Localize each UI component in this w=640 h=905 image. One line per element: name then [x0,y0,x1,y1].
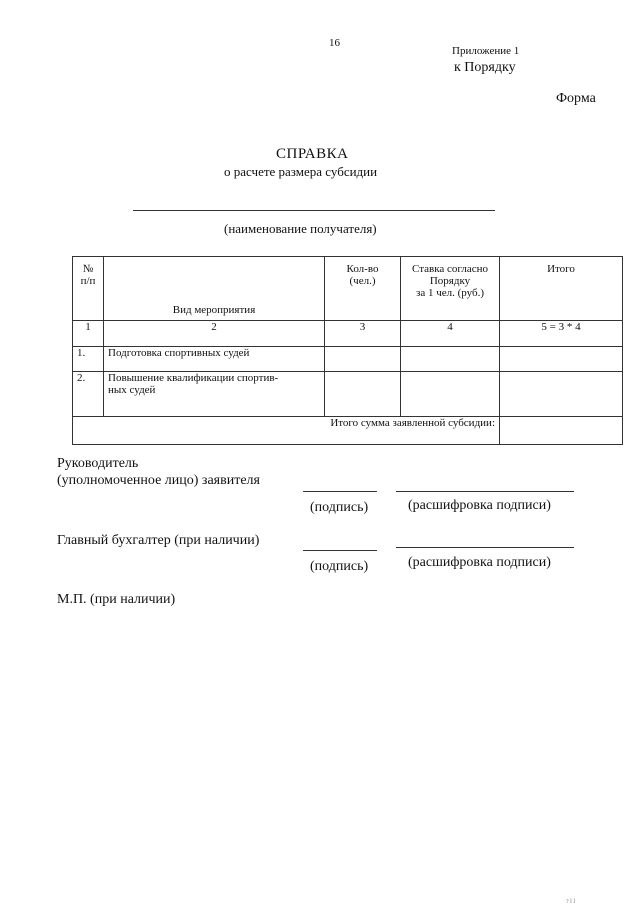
total-label: Итого сумма заявленной субсидии: [73,417,500,445]
row-count-cell [325,372,401,417]
appendix-line2: к Порядку [454,60,516,75]
header-activity: Вид мероприятия [104,257,325,321]
head-label-line2: (уполномоченное лицо) заявителя [57,473,260,488]
col-number: 2 [104,321,325,347]
form-label: Форма [556,91,596,106]
header-rate-line2: Порядку [429,275,471,287]
header-rate-line3: за 1 чел. (руб.) [415,287,484,299]
head-decoding-line [396,491,574,492]
header-count-line2: (чел.) [349,275,376,287]
header-num-line2: п/п [80,275,96,287]
accountant-signature-line [303,550,377,551]
recipient-line [133,210,495,211]
header-num [73,257,104,321]
accountant-decoding-line [396,547,574,548]
table-row [73,372,623,417]
subsidy-table [72,256,623,445]
col-number: 3 [325,321,401,347]
head-signature-line [303,491,377,492]
header-rate [401,257,500,321]
document-title: СПРАВКА [276,146,349,162]
col-number: 4 [401,321,500,347]
row-activity-line1: Повышение квалификации спортив- [108,372,279,384]
row-activity-line2: ных судей [108,384,156,396]
row-rate-cell [401,372,500,417]
row-activity-line1: Подготовка спортивных судей [108,347,250,359]
corner-mark: ? l l [566,899,575,905]
row-activity [104,372,325,417]
table-header-row [73,257,623,321]
header-num-line1: № [82,263,94,275]
accountant-signature-label: (подпись) [310,559,369,574]
row-total-cell [500,372,623,417]
total-value-cell [500,417,623,445]
document-subtitle: о расчете размера субсидии [224,164,378,179]
header-count-line1: Кол-во [346,263,379,275]
row-num: 1. [73,347,104,372]
head-label-line1: Руководитель [57,456,139,471]
column-numbers-row [73,321,623,347]
recipient-label: (наименование получателя) [224,221,377,236]
page-number: 16 [329,37,340,49]
col-number: 1 [73,321,104,347]
row-total-cell [500,347,623,372]
row-num: 2. [73,372,104,417]
stamp-label: М.П. (при наличии) [57,592,176,607]
row-activity [104,347,325,372]
table-row [73,347,623,372]
appendix-line1: Приложение 1 [452,45,520,57]
head-decoding-label: (расшифровка подписи) [408,498,551,513]
row-count-cell [325,347,401,372]
col-number: 5 = 3 * 4 [500,321,623,347]
table-total-row [73,417,623,445]
head-signature-label: (подпись) [310,500,369,515]
accountant-label: Главный бухгалтер (при наличии) [57,533,260,548]
row-rate-cell [401,347,500,372]
accountant-decoding-label: (расшифровка подписи) [408,555,551,570]
header-rate-line1: Ставка согласно [412,263,488,275]
header-count [325,257,401,321]
header-total: Итого [500,257,623,321]
